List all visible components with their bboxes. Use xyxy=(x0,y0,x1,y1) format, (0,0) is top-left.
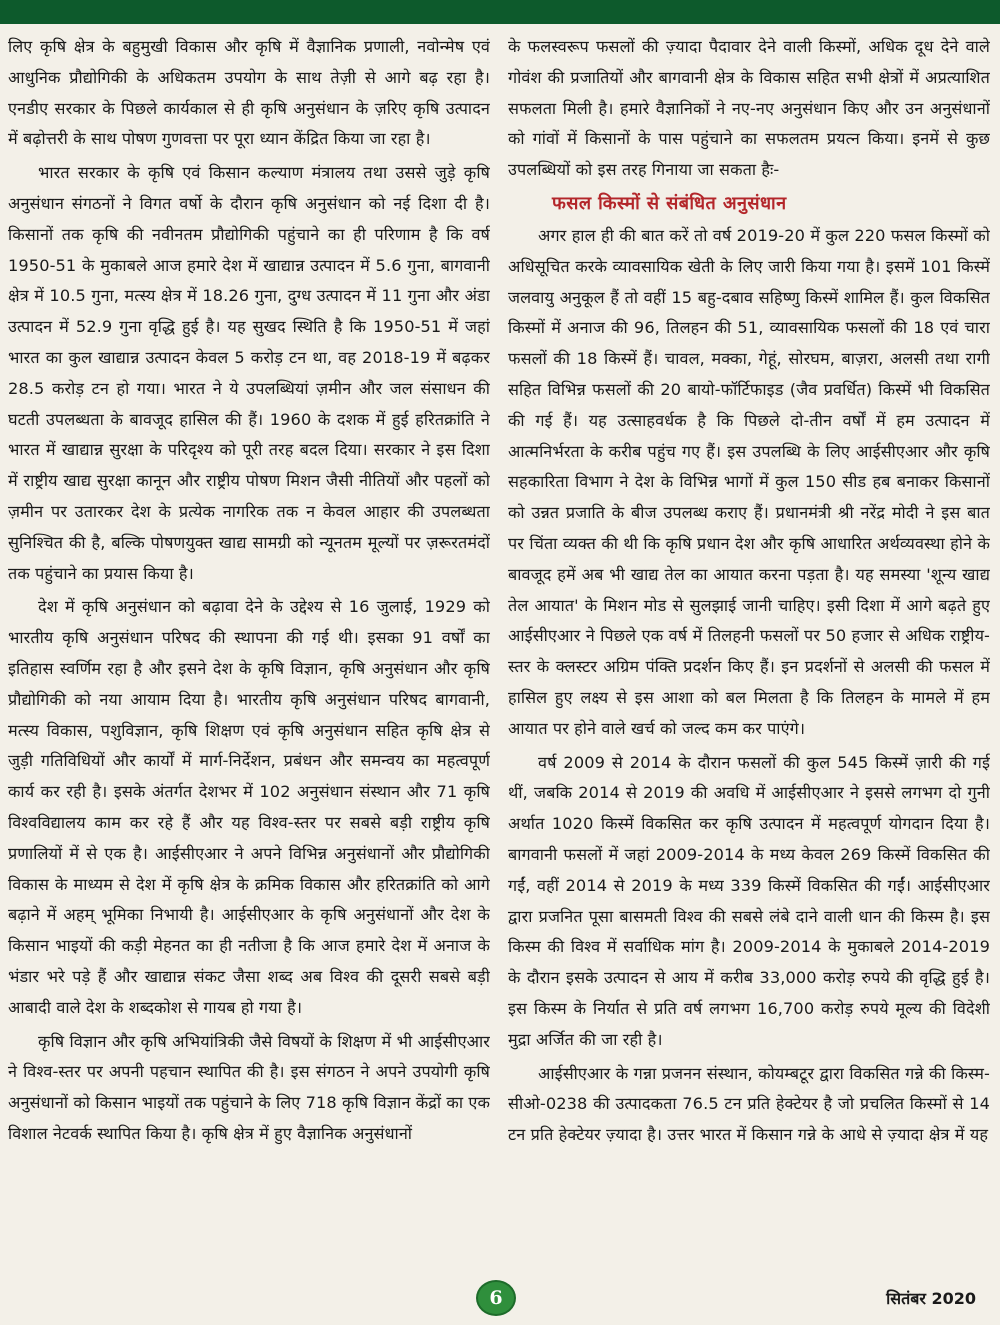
paragraph: देश में कृषि अनुसंधान को बढ़ावा देने के उद्देश्य से 16 जुलाई, 1929 को भारतीय कृषि अनुसंधान परिषद की स्थापना की गई थी। इसका 91 वर्षों का इतिहास स्वर्णिम रहा है और इसने देश के कृषि विज्ञान, कृषि अनुसंधान और कृषि प्रौद्योगिकी को नया आयाम दिया है। भारतीय कृषि अनुसंधान परिषद बागवानी, मत्स्य विकास, पशुविज्ञान, कृषि शिक्षण एवं कृषि अनुसंधान सहित कृषि क्षेत्र से जुड़ी गतिविधियों और कार्यों में मार्ग-निर्देशन, प्रबंधन और समन्वय का महत्वपूर्ण कार्य कर रही है। इसके अंतर्गत देशभर में 102 अनुसंधान संस्थान और 71 कृषि विश्वविद्यालय काम कर रहे हैं और यह विश्व-स्तर पर सबसे बड़ी राष्ट्रीय कृषि प्रणालियों में से एक है। आईसीएआर ने अपने विभिन्न अनुसंधानों और प्रौद्योगिकी विकास के माध्यम से देश में कृषि क्षेत्र के क्रमिक विकास और हरितक्रांति को आगे बढ़ाने में अहम् भूमिका निभायी है। आईसीएआर के कृषि अनुसंधानों और देश के किसान भाइयों की कड़ी मेहनत का ही नतीजा है कि आज हमारे देश में अनाज के भंडार भरे पड़े हैं और खाद्यान्न संकट जैसा शब्द अब विश्व की दूसरी सबसे बड़ी आबादी वाले देश के शब्दकोश से गायब हो गया है। xyxy=(8,597,490,1017)
paragraph: आईसीएआर के गन्ना प्रजनन संस्थान, कोयम्बटूर द्वारा विकसित गन्ने की किस्म-सीओ-0238 की उत्पादकता 76.5 टन प्रति हेक्टेयर है जो प्रचलित किस्मों से 14 टन प्रति हेक्टेयर ज़्यादा है। उत्तर भारत में किसान गन्ने के आधे से ज़्यादा क्षेत्र में यह xyxy=(508,1063,990,1145)
paragraph: भारत सरकार के कृषि एवं किसान कल्याण मंत्रालय तथा उससे जुड़े कृषि अनुसंधान संगठनों ने विगत वर्षो के दौरान कृषि अनुसंधान को नई दिशा दी है। किसानों तक कृषि की नवीनतम प्रौद्योगिकी पहुंचाने का ही परिणाम है कि वर्ष 1950-51 के मुकाबले आज हमारे देश में खाद्यान्न उत्पादन में 5.6 गुना, बागवानी क्षेत्र में 10.5 गुना, मत्स्य क्षेत्र में 18.26 गुना, दुग्ध उत्पादन में 11 गुना और अंडा उत्पादन में 52.9 गुना वृद्धि हुई है। यह सुखद स्थिति है कि 1950-51 में जहां भारत का कुल खाद्यान्न उत्पादन केवल 5 करोड़ टन था, वह 2018-19 में बढ़कर 28.5 करोड़ टन हो गया। भारत ने ये उपलब्धियां ज़मीन और जल संसाधन की घटती उपलब्धता के बावजूद हासिल की हैं। 1960 के दशक में हुई हरितक्रांति ने भारत में खाद्यान्न सुरक्षा के परिदृश्य को पूरी तरह बदल दिया। सरकार ने इस दिशा में राष्ट्रीय खाद्य सुरक्षा कानून और राष्ट्रीय पोषण मिशन जैसी नीतियों और पहलों को ज़मीन पर उतारकर देश के प्रत्येक नागरिक तक न केवल आहार की उपलब्धता सुनिश्चित की है, बल्कि पोषणयुक्त खाद्य सामग्री को न्यूनतम मूल्यों पर ज़रूरतमंदों तक पहुंचाने का प्रयास किया है। xyxy=(8,163,490,583)
left-column xyxy=(8,32,490,1244)
section-heading: फसल किस्मों से संबंधित अनुसंधान xyxy=(552,192,787,214)
paragraph: अगर हाल ही की बात करें तो वर्ष 2019-20 में कुल 220 फसल किस्मों को अधिसूचित करके व्यावसायिक खेती के लिए जारी किया गया है। इसमें 101 किस्में जलवायु अनुकूल हैं तो वहीं 15 बहु-दबाव सहिष्णु किस्में शामिल हैं। कुल विकसित किस्मों में अनाज की 96, तिलहन की 51, व्यावसायिक फसलों की 18 एवं चारा फसलों की 18 किस्में हैं। चावल, मक्का, गेहूं, सोरघम, बाज़रा, अलसी तथा रागी सहित विभिन्न फसलों की 20 बायो-फॉर्टिफाइड (जैव प्रवर्धित) किस्में भी विकसित की गई हैं। यह उत्साहवर्धक है कि पिछले दो-तीन वर्षों में हम उत्पादन में आत्मनिर्भरता के करीब पहुंच गए हैं। इस उपलब्धि के लिए आईसीएआर और कृषि सहकारिता विभाग ने देश के विभिन्न भागों में कुल 150 सीड हब बनाकर किसानों को उन्नत प्रजाति के बीज उपलब्ध कराए हैं। प्रधानमंत्री श्री नरेंद्र मोदी ने इस बात पर चिंता व्यक्त की थी कि कृषि प्रधान देश और कृषि आधारित अर्थव्यवस्था होने के बावजूद हमें अब भी खाद्य तेल का आयात करना पड़ता है। यह समस्या 'शून्य खाद्य तेल आयात' के मिशन मोड से सुलझाई जानी चाहिए। इसी दिशा में आगे बढ़ते हुए आईसीएआर ने पिछले एक वर्ष में तिलहनी फसलों पर 50 हजार से अधिक राष्ट्रीय-स्तर के क्लस्टर अग्रिम पंक्ति प्रदर्शन किए हैं। इन प्रदर्शनों से अलसी की फसल में हासिल हुए लक्ष्य से इस आशा को बल मिलता है कि तिलहन के मामले में हम आयात पर होने वाले खर्च को जल्द कम कर पाएंगे। xyxy=(508,225,990,738)
paragraph: कृषि विज्ञान और कृषि अभियांत्रिकी जैसे विषयों के शिक्षण में भी आईसीएआर ने विश्व-स्तर पर अपनी पहचान स्थापित की है। इस संगठन ने अपने उपयोगी कृषि अनुसंधानों को किसान भाइयों तक पहुंचाने के लिए 718 कृषि विज्ञान केंद्रों का एक विशाल नेटवर्क स्थापित किया है। कृषि क्षेत्र में हुए वैज्ञानिक अनुसंधानों xyxy=(8,1031,490,1143)
page-number-badge xyxy=(476,1280,516,1316)
paragraph: लिए कृषि क्षेत्र के बहुमुखी विकास और कृषि में वैज्ञानिक प्रणाली, नवोन्मेष एवं आधुनिक प्रौद्योगिकी के अधिकतम उपयोग के साथ तेज़ी से आगे बढ़ रहा है। एनडीए सरकार के पिछले कार्यकाल से ही कृषि अनुसंधान के ज़रिए कृषि उत्पादन में बढ़ोत्तरी के साथ पोषण गुणवत्ता पर पूरा ध्यान केंद्रित किया जा रहा है। xyxy=(8,37,490,149)
paragraph: के फलस्वरूप फसलों की ज़्यादा पैदावार देने वाली किस्मों, अधिक दूध देने वाले गोवंश की प्रजातियों और बागवानी क्षेत्र के विकास सहित सभी क्षेत्रों में अप्रत्याशित सफलता मिली है। हमारे वैज्ञानिकों ने नए-नए अनुसंधान किए और उन अनुसंधानों को गांवों में किसानों के पास पहुंचाने का सफलतम प्रयत्न किया। इनमें से कुछ उपलब्धियों को इस तरह गिनाया जा सकता हैः- xyxy=(508,37,990,180)
header-band xyxy=(0,0,1000,24)
paragraph: वर्ष 2009 से 2014 के दौरान फसलों की कुल 545 किस्में ज़ारी की गई थीं, जबकि 2014 से 2019 की अवधि में आईसीएआर ने इससे लगभग दो गुनी अर्थात 1020 किस्में विकसित कर कृषि उत्पादन में महत्वपूर्ण योगदान दिया है। बागवानी फसलों में जहां 2009-2014 के मध्य केवल 269 किस्में विकसित की गईं, वहीं 2014 से 2019 के मध्य 339 किस्में विकसित की गईं। आईसीएआर द्वारा प्रजनित पूसा बासमती विश्व की सबसे लंबे दाने वाली धान की किस्म है। इस किस्म की विश्व में सर्वाधिक मांग है। 2009-2014 के मुकाबले 2014-2019 के दौरान इसके उत्पादन से आय में करीब 33,000 करोड़ रुपये की वृद्धि हुई है। इस किस्म के निर्यात से प्रति वर्ष लगभग 16,700 करोड़ रुपये मूल्य की विदेशी मुद्रा अर्जित की जा रही है। xyxy=(508,752,990,1049)
page-number: 6 xyxy=(489,1287,503,1309)
right-column xyxy=(508,32,990,1244)
issue-date: सितंबर 2020 xyxy=(886,1289,976,1308)
